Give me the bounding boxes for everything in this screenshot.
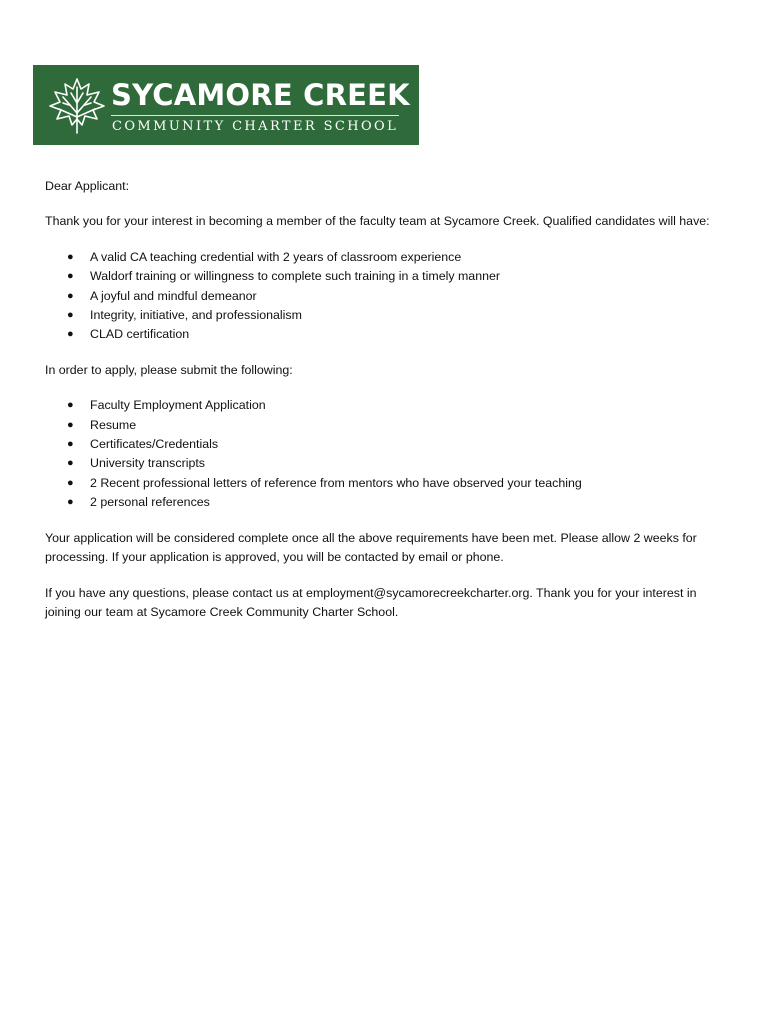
list-item-text: Certificates/Credentials bbox=[90, 437, 219, 452]
list-item bbox=[45, 267, 725, 286]
bullet-icon: ● bbox=[67, 496, 74, 509]
bullet-icon: ● bbox=[67, 438, 74, 451]
bullet-icon: ● bbox=[67, 270, 74, 283]
list-item bbox=[45, 454, 725, 473]
list-item bbox=[45, 306, 725, 325]
list-item bbox=[45, 248, 725, 267]
school-logo bbox=[33, 65, 419, 145]
list-item-text: A joyful and mindful demeanor bbox=[90, 288, 257, 303]
bullet-icon: ● bbox=[67, 289, 74, 302]
logo-divider bbox=[111, 115, 399, 116]
logo-subtitle: COMMUNITY CHARTER SCHOOL bbox=[112, 119, 399, 134]
greeting: Dear Applicant: bbox=[45, 179, 130, 193]
bullet-icon: ● bbox=[67, 250, 74, 263]
logo-title: SYCAMORE CREEK bbox=[111, 78, 410, 112]
closing-paragraph: If you have any questions, please contact us at employment@sycamorecreekcharter.org. Thank you for your interest in joining our team at Sycamore Creek Community Charter School. bbox=[45, 585, 697, 619]
list-item bbox=[45, 493, 725, 512]
requirements-list bbox=[45, 396, 725, 512]
list-item-text: 2 Recent professional letters of reference from mentors who have observed your teaching bbox=[90, 475, 582, 490]
list-item bbox=[45, 435, 725, 454]
list-item bbox=[45, 396, 725, 415]
list-item-text: CLAD certification bbox=[90, 327, 190, 342]
processing-paragraph: Your application will be considered complete once all the above requirements have been met. Please allow 2 weeks for processing. If your application is approved, you will be contacted by email or phone. bbox=[45, 530, 697, 565]
bullet-icon: ● bbox=[67, 399, 74, 412]
bullet-icon: ● bbox=[67, 418, 74, 431]
letter-body bbox=[45, 177, 725, 638]
list-item-text: 2 personal references bbox=[90, 495, 210, 510]
list-item-text: Waldorf training or willingness to complete such training in a timely manner bbox=[90, 269, 500, 284]
qualifications-list bbox=[45, 248, 725, 345]
bullet-icon: ● bbox=[67, 309, 74, 322]
list-item-text: Faculty Employment Application bbox=[90, 398, 266, 413]
bullet-icon: ● bbox=[67, 476, 74, 489]
list-item-text: A valid CA teaching credential with 2 years of classroom experience bbox=[90, 249, 462, 264]
list-item bbox=[45, 287, 725, 306]
list-item-text: University transcripts bbox=[90, 456, 205, 471]
bullet-icon: ● bbox=[67, 457, 74, 470]
list-item-text: Resume bbox=[90, 417, 137, 432]
list-item bbox=[45, 474, 725, 493]
intro-paragraph: Thank you for your interest in becoming a member of the faculty team at Sycamore Creek. Qualified candidates will have: bbox=[45, 214, 710, 229]
sycamore-leaf-icon bbox=[45, 73, 109, 137]
list-item-text: Integrity, initiative, and professionalism bbox=[90, 308, 302, 323]
apply-intro-paragraph: In order to apply, please submit the following: bbox=[45, 362, 293, 377]
list-item bbox=[45, 416, 725, 435]
list-item bbox=[45, 325, 725, 344]
bullet-icon: ● bbox=[67, 328, 74, 341]
